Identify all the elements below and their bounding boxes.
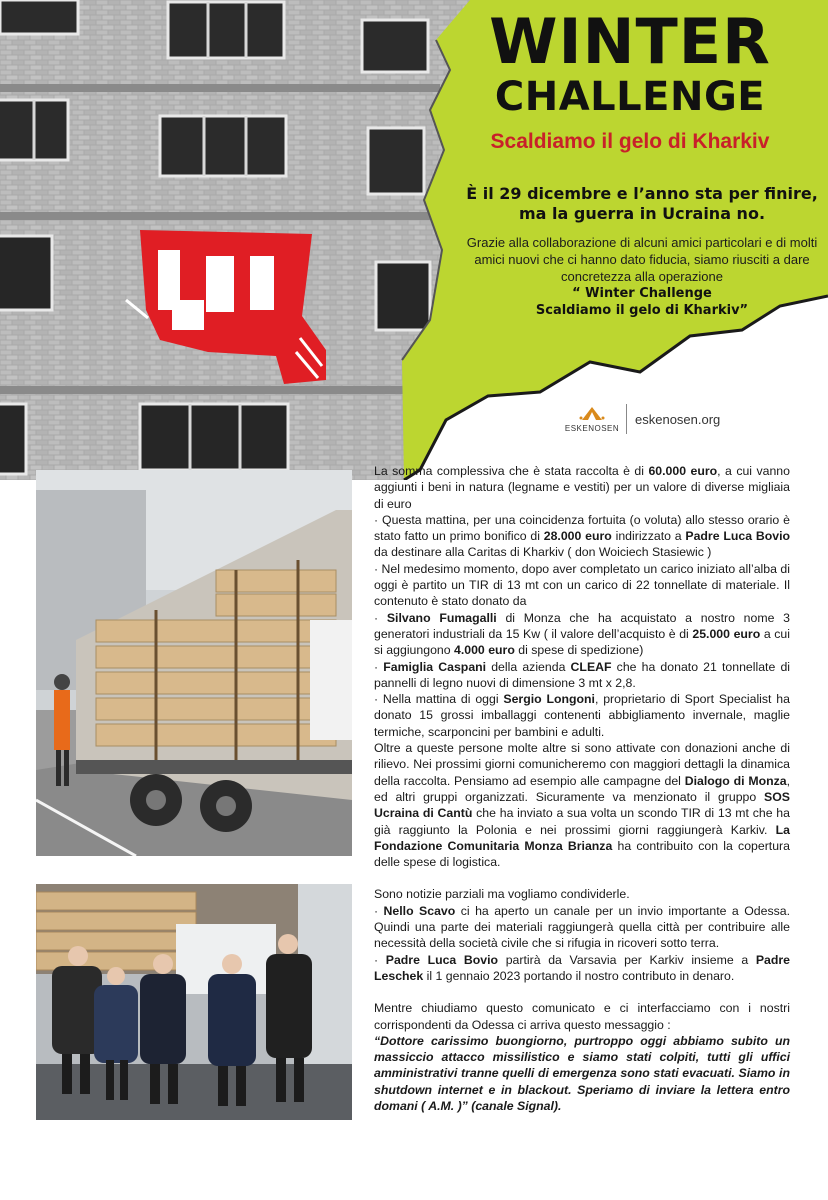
paragraph-truck: · Nel medesimo momento, dopo aver completato un carico iniziato all’alba di oggi è partito un TIR di 13 mt con un carico di 22 tonnellate di materiale. Il contenuto è stato donato da xyxy=(374,561,790,609)
operation-name-line-2: Scaldiamo il gelo di Kharkiv” xyxy=(535,303,749,318)
logo-url-link[interactable]: eskenosen.org xyxy=(635,411,721,427)
paragraph-others: Oltre a queste persone molte altre si sono attivate con donazioni anche di rilievo. Nei prossimi giorni comunicheremo con maggiori dettagli la dinamica della raccolta. Pensiamo ad esempio alle campagne del Dialogo di Monza, ed altri gruppi organizzati. Sicuramente va menzionato il gruppo SOS Ucraina di Cantù che ha inviato a sua volta un scondo TIR di 13 mt che ha già raggiunto la Polonia e nei prossimi giorni raggiungerà Karkiv. La Fondazione Comunitaria Monza Brianza ha contribuito con la copertura delle spese di logistica. xyxy=(374,741,790,870)
paragraph-partial: Sono notizie parziali ma vogliamo condividerle. xyxy=(374,887,630,902)
logo-name: ESKENOSEN xyxy=(564,423,620,433)
title-winter: WINTER xyxy=(489,5,771,78)
paragraph-bovio: · Padre Luca Bovio partirà da Varsavia per Karkiv insieme a Padre Leschek il 1 gennaio 2023 portando il nostro contributo in denaro. xyxy=(374,952,791,983)
operation-name-line-1: “ Winter Challenge xyxy=(572,286,712,301)
title-challenge: CHALLENGE xyxy=(494,74,766,120)
triangle-flame-icon xyxy=(577,406,607,422)
logo-mark xyxy=(566,406,618,433)
hero-header xyxy=(0,0,828,480)
article-body xyxy=(374,463,790,1114)
paragraph-scavo: · Nello Scavo ci ha aperto un canale per un invio importante a Odessa. Quindi una parte dei materiali raggiungerà quella città per contribuire alle necessità della società civile che si rifugia in ricoveri sotto terra. xyxy=(374,903,790,951)
intro-text: Grazie alla collaborazione di alcuni amici particolari e di molti amici nuovi che ci hanno dato fiducia, siamo riusciti a dare concretezza alla operazione xyxy=(466,235,818,284)
paragraph-closing-intro: Mentre chiudiamo questo comunicato e ci interfacciamo con i nostri corrispondenti da Odessa ci arriva questo messaggio : xyxy=(374,1001,790,1032)
paragraph-total: La somma complessiva che è stata raccolta è di 60.000 euro, a cui vanno aggiunti i beni in natura (legname e vestiti) per un valore di diverse migliaia di euro xyxy=(374,464,790,511)
paragraph-fumagalli: · Silvano Fumagalli di Monza che ha acquistato a nostro nome 3 generatori industriali da 15 Kw ( il valore dell’acquisto è di 25.000 euro a cui si aggiungono 4.000 euro di spese di spedizione) xyxy=(374,610,790,658)
headline-line-1: È il 29 dicembre e l’anno sta per finire, xyxy=(466,184,818,203)
subtitle: Scaldiamo il gelo di Kharkiv xyxy=(490,130,770,153)
group-photo xyxy=(36,884,352,1120)
paragraph-longoni: · Nella mattina di oggi Sergio Longoni, proprietario di Sport Specialist ha donato 15 grossi imballaggi contenenti abbigliamento invernale, maglie termiche, scarponcini per bambini e adulti. xyxy=(374,692,790,739)
odessa-message-quote: “Dottore carissimo buongiorno, purtroppo oggi abbiamo subito un massiccio attacco missilistico e siamo stati colpiti, tutti gli uffici amministrativi tranne quelli di emergenza sono stati evacuati. Siamo in shutdown internet e in blackout. Speriamo di inviare la lettera entro domani ( A.M. )” (canale Signal). xyxy=(374,1033,790,1113)
title-block xyxy=(440,5,820,154)
headline-line-2: ma la guerra in Ucraina no. xyxy=(518,204,766,223)
paragraph-caspani: · Famiglia Caspani della azienda CLEAF che ha donato 21 tonnellate di pannelli di legno nuovi di dimensione 3 mt x 2,8. xyxy=(374,659,791,690)
truck-loading-photo xyxy=(36,470,352,856)
logo-divider xyxy=(626,404,627,434)
eskenosen-logo[interactable] xyxy=(566,404,720,434)
intro-block xyxy=(462,184,822,319)
paragraph-transfer: · Questa mattina, per una coincidenza fortuita (o voluta) allo stesso orario è stato fatto un primo bonifico di 28.000 euro indirizzato a Padre Luca Bovio da destinare alla Caritas di Kharkiv ( don Woiciech Stasiewic ) xyxy=(374,512,790,560)
